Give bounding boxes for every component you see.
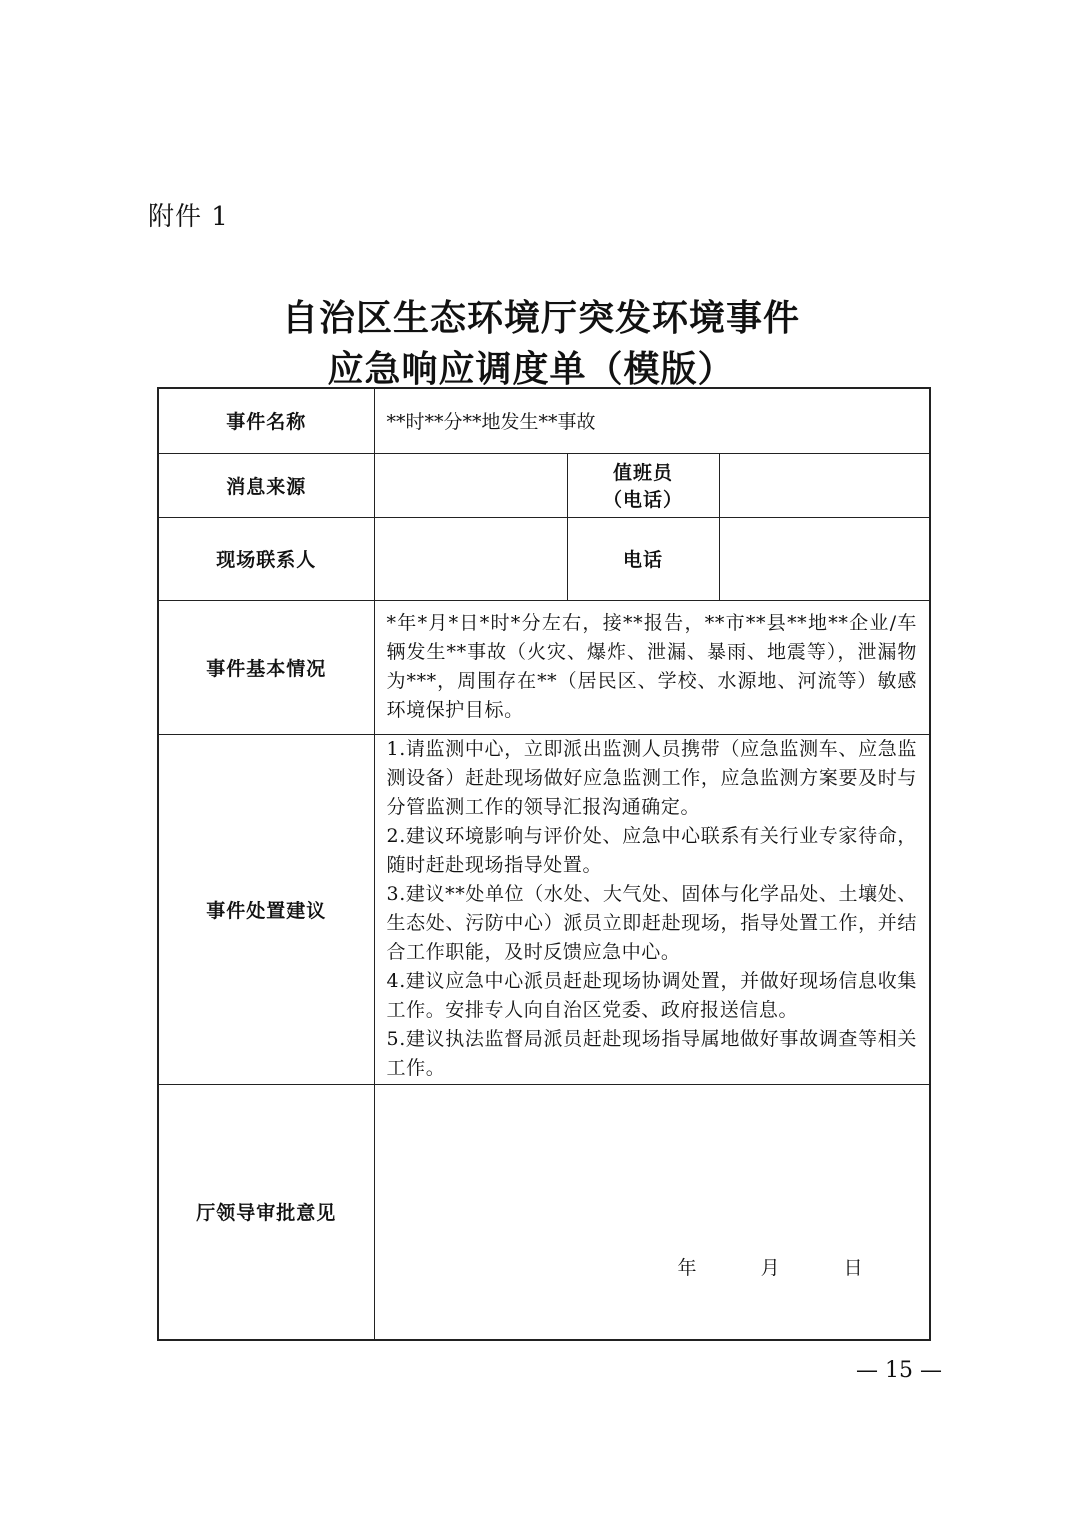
duty-officer-label-line2: （电话） — [602, 489, 683, 511]
suggestion-item: 1.请监测中心，立即派出监测人员携带（应急监测车、应急监测设备）赶赴现场做好应急监测工作，应急监测方案要及时与分管监测工作的领导汇报沟通确定。 — [386, 738, 917, 818]
event-name-label: 事件名称 — [158, 388, 374, 453]
document-title-line2: 应急响应调度单（模版） — [327, 349, 735, 390]
phone-value — [719, 517, 930, 600]
date-year-label: 年 — [677, 1256, 697, 1279]
date-month-label: 月 — [760, 1256, 780, 1279]
duty-officer-value — [719, 453, 930, 517]
approval-date — [678, 1253, 897, 1280]
site-contact-row — [158, 517, 930, 600]
date-day-label: 日 — [843, 1256, 863, 1279]
site-contact-value — [374, 517, 567, 600]
info-source-value — [374, 453, 567, 517]
disposal-suggestions-row — [158, 734, 930, 1084]
basic-situation-label: 事件基本情况 — [158, 600, 374, 734]
dispatch-form-table — [157, 387, 931, 1341]
disposal-suggestions-label: 事件处置建议 — [158, 734, 374, 1084]
page-number: — 15 — — [856, 1358, 942, 1383]
suggestion-item: 2.建议环境影响与评价处、应急中心联系有关行业专家待命，随时赶赴现场指导处置。 — [386, 825, 917, 876]
leader-opinion-label: 厅领导审批意见 — [158, 1084, 374, 1340]
document-title-line1: 自治区生态环境厅突发环境事件 — [281, 298, 800, 339]
basic-situation-value: *年*月*日*时*分左右，接**报告，**市**县**地**企业/车辆发生**事故（火灾、爆炸、泄漏、暴雨、地震等），泄漏物为***，周围存在**（居民区、学校、水源地、河流等）敏感环境保护目标。 — [374, 600, 930, 734]
duty-officer-label — [567, 453, 719, 517]
info-source-label: 消息来源 — [158, 453, 374, 517]
disposal-suggestions-list — [374, 734, 930, 1084]
event-name-row — [158, 388, 930, 453]
attachment-label: 附件 1 — [148, 202, 229, 232]
suggestion-item: 4.建议应急中心派员赶赴现场协调处置，并做好现场信息收集工作。安排专人向自治区党委、政府报送信息。 — [386, 970, 917, 1021]
event-name-value: **时**分**地发生**事故 — [374, 388, 930, 453]
leader-opinion-row — [158, 1084, 930, 1340]
basic-situation-row — [158, 600, 930, 734]
phone-label: 电话 — [567, 517, 719, 600]
info-source-row — [158, 453, 930, 517]
duty-officer-label-line1: 值班员 — [612, 462, 673, 484]
site-contact-label: 现场联系人 — [158, 517, 374, 600]
suggestion-item: 3.建议**处单位（水处、大气处、固体与化学品处、土壤处、生态处、污防中心）派员立即赶赴现场，指导处置工作，并结合工作职能，及时反馈应急中心。 — [386, 883, 917, 963]
leader-opinion-value — [374, 1084, 930, 1340]
suggestion-item: 5.建议执法监督局派员赶赴现场指导属地做好事故调查等相关工作。 — [386, 1028, 917, 1079]
